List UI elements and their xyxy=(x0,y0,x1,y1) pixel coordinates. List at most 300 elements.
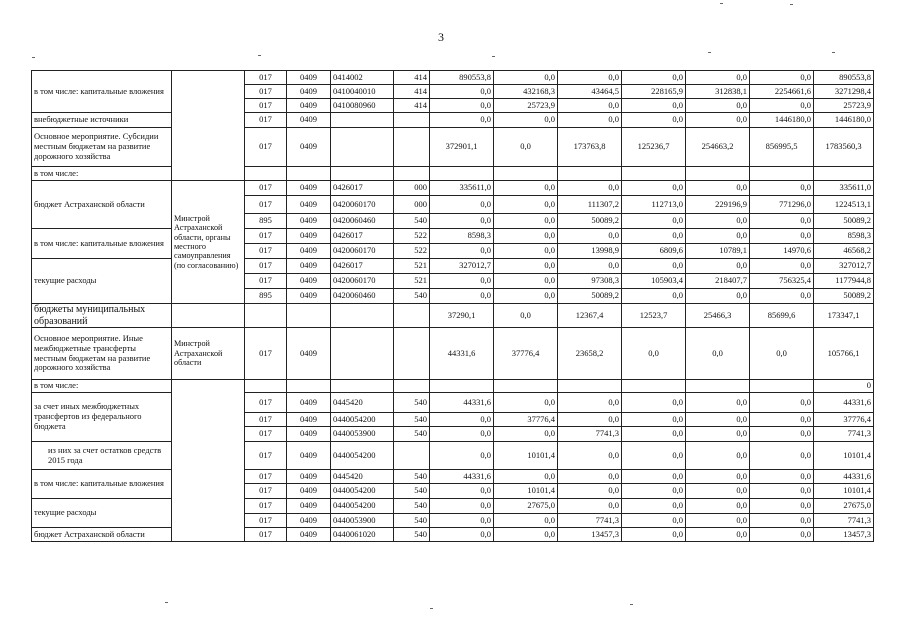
amount-cell: 0,0 xyxy=(558,71,622,85)
amount-cell: 0,0 xyxy=(750,528,814,542)
amount-cell: 0,0 xyxy=(686,259,750,274)
amount-cell: 0,0 xyxy=(750,214,814,229)
amount-cell: 0,0 xyxy=(430,113,494,128)
amount-cell xyxy=(686,167,750,181)
page-number: 3 xyxy=(438,30,444,44)
expense-type xyxy=(394,380,430,393)
ministry-code: 017 xyxy=(245,427,287,442)
amount-cell: 432168,3 xyxy=(494,85,558,99)
amount-cell: 0,0 xyxy=(622,413,686,427)
amount-cell: 0,0 xyxy=(494,304,558,328)
amount-cell: 12367,4 xyxy=(558,304,622,328)
amount-cell xyxy=(494,380,558,393)
amount-cell: 0,0 xyxy=(750,71,814,85)
amount-cell: 0,0 xyxy=(750,393,814,413)
expense-type: 540 xyxy=(394,214,430,229)
section-code: 0409 xyxy=(287,85,331,99)
amount-cell: 0,0 xyxy=(430,196,494,214)
scan-speck xyxy=(790,4,793,5)
amount-cell: 0,0 xyxy=(750,181,814,196)
amount-cell: 8598,3 xyxy=(430,229,494,244)
ministry-code xyxy=(245,304,287,328)
expense-type: 414 xyxy=(394,85,430,99)
ministry-code: 017 xyxy=(245,99,287,113)
amount-cell: 0,0 xyxy=(750,470,814,484)
responsible-executor xyxy=(172,304,245,328)
section-code: 0409 xyxy=(287,499,331,514)
amount-cell: 372901,1 xyxy=(430,128,494,167)
scan-speck xyxy=(832,52,835,53)
amount-cell: 0,0 xyxy=(622,214,686,229)
amount-cell: 0,0 xyxy=(622,484,686,499)
amount-cell: 44331,6 xyxy=(814,393,874,413)
expense-type: 540 xyxy=(394,514,430,528)
amount-cell: 125236,7 xyxy=(622,128,686,167)
table-row xyxy=(32,328,874,380)
amount-cell: 0,0 xyxy=(430,214,494,229)
amount-cell: 771296,0 xyxy=(750,196,814,214)
amount-cell: 44331,6 xyxy=(814,470,874,484)
section-code: 0409 xyxy=(287,289,331,304)
amount-cell: 105766,1 xyxy=(814,328,874,380)
amount-cell: 0,0 xyxy=(558,413,622,427)
section-code: 0409 xyxy=(287,514,331,528)
ministry-code: 017 xyxy=(245,85,287,99)
amount-cell: 0,0 xyxy=(558,113,622,128)
amount-cell: 254663,2 xyxy=(686,128,750,167)
amount-cell: 0,0 xyxy=(430,413,494,427)
scan-speck xyxy=(708,52,711,53)
amount-cell: 327012,7 xyxy=(814,259,874,274)
target-code: 0420060170 xyxy=(331,196,394,214)
amount-cell: 0,0 xyxy=(622,499,686,514)
amount-cell: 0,0 xyxy=(686,499,750,514)
amount-cell: 27675,0 xyxy=(494,499,558,514)
amount-cell: 37776,4 xyxy=(814,413,874,427)
expense-type: 521 xyxy=(394,274,430,289)
expense-type: 540 xyxy=(394,484,430,499)
amount-cell: 0,0 xyxy=(494,214,558,229)
target-code xyxy=(331,380,394,393)
amount-cell: 0,0 xyxy=(750,484,814,499)
ministry-code: 017 xyxy=(245,413,287,427)
amount-cell: 7741,3 xyxy=(558,514,622,528)
amount-cell: 0,0 xyxy=(494,289,558,304)
expense-type: 540 xyxy=(394,470,430,484)
ministry-code: 017 xyxy=(245,113,287,128)
amount-cell: 0,0 xyxy=(430,289,494,304)
amount-cell: 0,0 xyxy=(494,274,558,289)
amount-cell: 0,0 xyxy=(558,259,622,274)
amount-cell: 0,0 xyxy=(494,71,558,85)
amount-cell: 10101,4 xyxy=(814,442,874,470)
amount-cell xyxy=(686,380,750,393)
amount-cell xyxy=(558,167,622,181)
amount-cell: 0 xyxy=(814,380,874,393)
amount-cell: 105903,4 xyxy=(622,274,686,289)
amount-cell: 0,0 xyxy=(622,442,686,470)
amount-cell xyxy=(558,380,622,393)
amount-cell: 0,0 xyxy=(622,289,686,304)
amount-cell: 0,0 xyxy=(494,393,558,413)
amount-cell: 0,0 xyxy=(430,274,494,289)
amount-cell: 0,0 xyxy=(558,442,622,470)
amount-cell: 6809,6 xyxy=(622,244,686,259)
amount-cell: 7741,3 xyxy=(814,427,874,442)
amount-cell: 0,0 xyxy=(622,99,686,113)
target-code: 0440053900 xyxy=(331,514,394,528)
expense-type: 540 xyxy=(394,427,430,442)
section-code: 0409 xyxy=(287,274,331,289)
section-code: 0409 xyxy=(287,413,331,427)
table-row xyxy=(32,259,874,274)
table-row xyxy=(32,470,874,484)
amount-cell: 10101,4 xyxy=(814,484,874,499)
amount-cell: 0,0 xyxy=(686,427,750,442)
amount-cell: 2254661,6 xyxy=(750,85,814,99)
target-code: 0426017 xyxy=(331,181,394,196)
table-row xyxy=(32,181,874,196)
amount-cell: 0,0 xyxy=(686,442,750,470)
amount-cell: 0,0 xyxy=(558,470,622,484)
scan-speck xyxy=(430,608,433,609)
section-code xyxy=(287,167,331,181)
target-code: 0440054200 xyxy=(331,442,394,470)
amount-cell: 85699,6 xyxy=(750,304,814,328)
ministry-code: 017 xyxy=(245,229,287,244)
table-row xyxy=(32,304,874,328)
amount-cell: 0,0 xyxy=(622,113,686,128)
amount-cell: 0,0 xyxy=(750,328,814,380)
ministry-code: 017 xyxy=(245,442,287,470)
target-code: 0440053900 xyxy=(331,427,394,442)
target-code xyxy=(331,113,394,128)
amount-cell: 0,0 xyxy=(494,196,558,214)
amount-cell: 0,0 xyxy=(494,229,558,244)
section-code: 0409 xyxy=(287,181,331,196)
target-code xyxy=(331,167,394,181)
amount-cell: 0,0 xyxy=(686,99,750,113)
amount-cell: 1177944,8 xyxy=(814,274,874,289)
amount-cell: 97308,3 xyxy=(558,274,622,289)
amount-cell: 0,0 xyxy=(750,259,814,274)
amount-cell: 13457,3 xyxy=(814,528,874,542)
scan-speck xyxy=(165,602,168,603)
amount-cell: 0,0 xyxy=(558,484,622,499)
amount-cell: 0,0 xyxy=(430,427,494,442)
amount-cell: 0,0 xyxy=(622,470,686,484)
amount-cell: 46568,2 xyxy=(814,244,874,259)
row-label: в том числе: капитальные вложения xyxy=(32,229,172,259)
amount-cell: 1446180,0 xyxy=(750,113,814,128)
amount-cell: 0,0 xyxy=(558,393,622,413)
amount-cell: 0,0 xyxy=(622,71,686,85)
row-label: текущие расходы xyxy=(32,499,172,528)
table-row xyxy=(32,229,874,244)
table-row xyxy=(32,393,874,413)
row-label: текущие расходы xyxy=(32,259,172,304)
section-code: 0409 xyxy=(287,393,331,413)
target-code xyxy=(331,128,394,167)
amount-cell: 0,0 xyxy=(750,499,814,514)
row-label: в том числе: капитальные вложения xyxy=(32,470,172,499)
amount-cell xyxy=(494,167,558,181)
section-code: 0409 xyxy=(287,99,331,113)
table-row xyxy=(32,71,874,85)
row-label: в том числе: xyxy=(32,380,172,393)
amount-cell: 0,0 xyxy=(686,214,750,229)
amount-cell: 50089,2 xyxy=(558,214,622,229)
section-code xyxy=(287,380,331,393)
amount-cell: 0,0 xyxy=(686,413,750,427)
amount-cell: 0,0 xyxy=(558,499,622,514)
amount-cell: 0,0 xyxy=(430,499,494,514)
ministry-code: 017 xyxy=(245,181,287,196)
ministry-code: 017 xyxy=(245,244,287,259)
budget-table xyxy=(31,70,874,542)
target-code: 0420060170 xyxy=(331,244,394,259)
table-row xyxy=(32,128,874,167)
amount-cell: 13998,9 xyxy=(558,244,622,259)
amount-cell: 0,0 xyxy=(750,427,814,442)
amount-cell: 0,0 xyxy=(430,528,494,542)
responsible-executor: Минстрой Астраханской области, органы местного самоуправления (по согласованию) xyxy=(172,181,245,304)
ministry-code: 017 xyxy=(245,328,287,380)
expense-type: 540 xyxy=(394,289,430,304)
amount-cell: 8598,3 xyxy=(814,229,874,244)
amount-cell: 0,0 xyxy=(622,181,686,196)
ministry-code xyxy=(245,380,287,393)
amount-cell: 0,0 xyxy=(750,99,814,113)
ministry-code: 017 xyxy=(245,393,287,413)
expense-type: 540 xyxy=(394,413,430,427)
expense-type: 522 xyxy=(394,229,430,244)
amount-cell: 7741,3 xyxy=(814,514,874,528)
section-code: 0409 xyxy=(287,470,331,484)
section-code: 0409 xyxy=(287,214,331,229)
table-row xyxy=(32,167,874,181)
amount-cell: 0,0 xyxy=(430,85,494,99)
scan-speck xyxy=(720,3,723,4)
target-code: 0410080960 xyxy=(331,99,394,113)
amount-cell: 10789,1 xyxy=(686,244,750,259)
amount-cell xyxy=(750,380,814,393)
amount-cell: 0,0 xyxy=(686,181,750,196)
section-code: 0409 xyxy=(287,259,331,274)
amount-cell: 0,0 xyxy=(494,181,558,196)
amount-cell: 0,0 xyxy=(494,427,558,442)
ministry-code: 017 xyxy=(245,274,287,289)
expense-type xyxy=(394,328,430,380)
amount-cell: 890553,8 xyxy=(814,71,874,85)
amount-cell: 10101,4 xyxy=(494,442,558,470)
amount-cell: 0,0 xyxy=(686,229,750,244)
expense-type: 414 xyxy=(394,71,430,85)
amount-cell: 0,0 xyxy=(558,229,622,244)
amount-cell: 0,0 xyxy=(750,442,814,470)
ministry-code: 017 xyxy=(245,470,287,484)
amount-cell: 1224513,1 xyxy=(814,196,874,214)
amount-cell: 0,0 xyxy=(750,413,814,427)
expense-type xyxy=(394,128,430,167)
section-code: 0409 xyxy=(287,229,331,244)
ministry-code: 017 xyxy=(245,128,287,167)
amount-cell: 0,0 xyxy=(494,244,558,259)
amount-cell: 0,0 xyxy=(686,528,750,542)
ministry-code: 017 xyxy=(245,259,287,274)
target-code: 0420060170 xyxy=(331,274,394,289)
amount-cell: 0,0 xyxy=(494,113,558,128)
row-label: Основное мероприятие. Иные межбюджетные трансферты местным бюджетам на развитие дорожного хозяйства xyxy=(32,328,172,380)
amount-cell: 14970,6 xyxy=(750,244,814,259)
row-label: бюджет Астраханской области xyxy=(32,181,172,229)
target-code: 0420060460 xyxy=(331,289,394,304)
amount-cell: 0,0 xyxy=(686,113,750,128)
amount-cell: 50089,2 xyxy=(814,289,874,304)
amount-cell: 25723,9 xyxy=(494,99,558,113)
amount-cell: 50089,2 xyxy=(814,214,874,229)
amount-cell: 756325,4 xyxy=(750,274,814,289)
section-code xyxy=(287,304,331,328)
amount-cell: 23658,2 xyxy=(558,328,622,380)
target-code: 0426017 xyxy=(331,229,394,244)
expense-type: 000 xyxy=(394,196,430,214)
target-code: 0420060460 xyxy=(331,214,394,229)
amount-cell: 25723,9 xyxy=(814,99,874,113)
amount-cell: 312838,1 xyxy=(686,85,750,99)
amount-cell: 0,0 xyxy=(558,99,622,113)
row-label: в том числе: капитальные вложения xyxy=(32,71,172,113)
amount-cell: 13457,3 xyxy=(558,528,622,542)
ministry-code: 017 xyxy=(245,196,287,214)
amount-cell: 0,0 xyxy=(558,181,622,196)
section-code: 0409 xyxy=(287,484,331,499)
amount-cell: 0,0 xyxy=(750,289,814,304)
amount-cell: 0,0 xyxy=(750,229,814,244)
amount-cell: 0,0 xyxy=(750,514,814,528)
section-code: 0409 xyxy=(287,244,331,259)
row-label: в том числе: xyxy=(32,167,172,181)
amount-cell xyxy=(430,167,494,181)
amount-cell: 1446180,0 xyxy=(814,113,874,128)
responsible-executor xyxy=(172,71,245,181)
responsible-executor xyxy=(172,380,245,542)
expense-type xyxy=(394,304,430,328)
expense-type: 000 xyxy=(394,181,430,196)
row-label: Основное мероприятие. Субсидии местным бюджетам на развитие дорожного хозяйства xyxy=(32,128,172,167)
row-label: за счет иных межбюджетных трансфертов из федерального бюджета xyxy=(32,393,172,442)
amount-cell: 0,0 xyxy=(430,442,494,470)
amount-cell: 37290,1 xyxy=(430,304,494,328)
amount-cell xyxy=(430,380,494,393)
amount-cell: 0,0 xyxy=(686,393,750,413)
scan-speck xyxy=(492,56,495,57)
table-row xyxy=(32,113,874,128)
amount-cell: 112713,0 xyxy=(622,196,686,214)
section-code: 0409 xyxy=(287,128,331,167)
amount-cell: 0,0 xyxy=(494,514,558,528)
table-row xyxy=(32,499,874,514)
amount-cell: 0,0 xyxy=(686,514,750,528)
target-code: 0445420 xyxy=(331,393,394,413)
amount-cell: 37776,4 xyxy=(494,413,558,427)
amount-cell: 0,0 xyxy=(430,99,494,113)
section-code: 0409 xyxy=(287,113,331,128)
amount-cell: 25466,3 xyxy=(686,304,750,328)
ministry-code: 017 xyxy=(245,528,287,542)
amount-cell: 27675,0 xyxy=(814,499,874,514)
section-code: 0409 xyxy=(287,71,331,85)
target-code: 0440054200 xyxy=(331,413,394,427)
target-code: 0426017 xyxy=(331,259,394,274)
target-code: 0414002 xyxy=(331,71,394,85)
target-code xyxy=(331,328,394,380)
amount-cell: 44331,6 xyxy=(430,470,494,484)
amount-cell: 0,0 xyxy=(622,427,686,442)
amount-cell: 335611,0 xyxy=(814,181,874,196)
scan-speck xyxy=(32,57,35,58)
amount-cell: 173347,1 xyxy=(814,304,874,328)
ministry-code: 017 xyxy=(245,499,287,514)
amount-cell: 0,0 xyxy=(686,289,750,304)
expense-type xyxy=(394,113,430,128)
table-row xyxy=(32,528,874,542)
amount-cell: 0,0 xyxy=(686,71,750,85)
expense-type: 540 xyxy=(394,393,430,413)
target-code: 0440054200 xyxy=(331,484,394,499)
amount-cell: 0,0 xyxy=(686,470,750,484)
amount-cell: 0,0 xyxy=(622,229,686,244)
amount-cell: 0,0 xyxy=(430,484,494,499)
section-code: 0409 xyxy=(287,196,331,214)
amount-cell: 44331,6 xyxy=(430,328,494,380)
responsible-executor: Минстрой Астраханской области xyxy=(172,328,245,380)
scan-speck xyxy=(258,55,261,56)
amount-cell: 10101,4 xyxy=(494,484,558,499)
expense-type: 414 xyxy=(394,99,430,113)
amount-cell: 0,0 xyxy=(622,393,686,413)
amount-cell: 335611,0 xyxy=(430,181,494,196)
amount-cell xyxy=(814,167,874,181)
expense-type: 540 xyxy=(394,528,430,542)
amount-cell: 0,0 xyxy=(622,528,686,542)
row-label: из них за счет остатков средств 2015 года xyxy=(32,442,172,470)
scan-speck xyxy=(630,604,633,605)
amount-cell: 0,0 xyxy=(430,514,494,528)
amount-cell: 0,0 xyxy=(494,259,558,274)
expense-type xyxy=(394,167,430,181)
ministry-code xyxy=(245,167,287,181)
section-code: 0409 xyxy=(287,427,331,442)
row-label: внебюджетные источники xyxy=(32,113,172,128)
target-code: 0410040010 xyxy=(331,85,394,99)
amount-cell: 0,0 xyxy=(430,244,494,259)
amount-cell: 856995,5 xyxy=(750,128,814,167)
row-label: бюджет Астраханской области xyxy=(32,528,172,542)
ministry-code: 017 xyxy=(245,484,287,499)
expense-type xyxy=(394,442,430,470)
table-row xyxy=(32,380,874,393)
amount-cell: 218407,7 xyxy=(686,274,750,289)
amount-cell: 0,0 xyxy=(686,328,750,380)
target-code: 0440054200 xyxy=(331,499,394,514)
amount-cell: 327012,7 xyxy=(430,259,494,274)
target-code: 0445420 xyxy=(331,470,394,484)
ministry-code: 895 xyxy=(245,289,287,304)
amount-cell: 890553,8 xyxy=(430,71,494,85)
amount-cell xyxy=(622,167,686,181)
amount-cell: 173763,8 xyxy=(558,128,622,167)
